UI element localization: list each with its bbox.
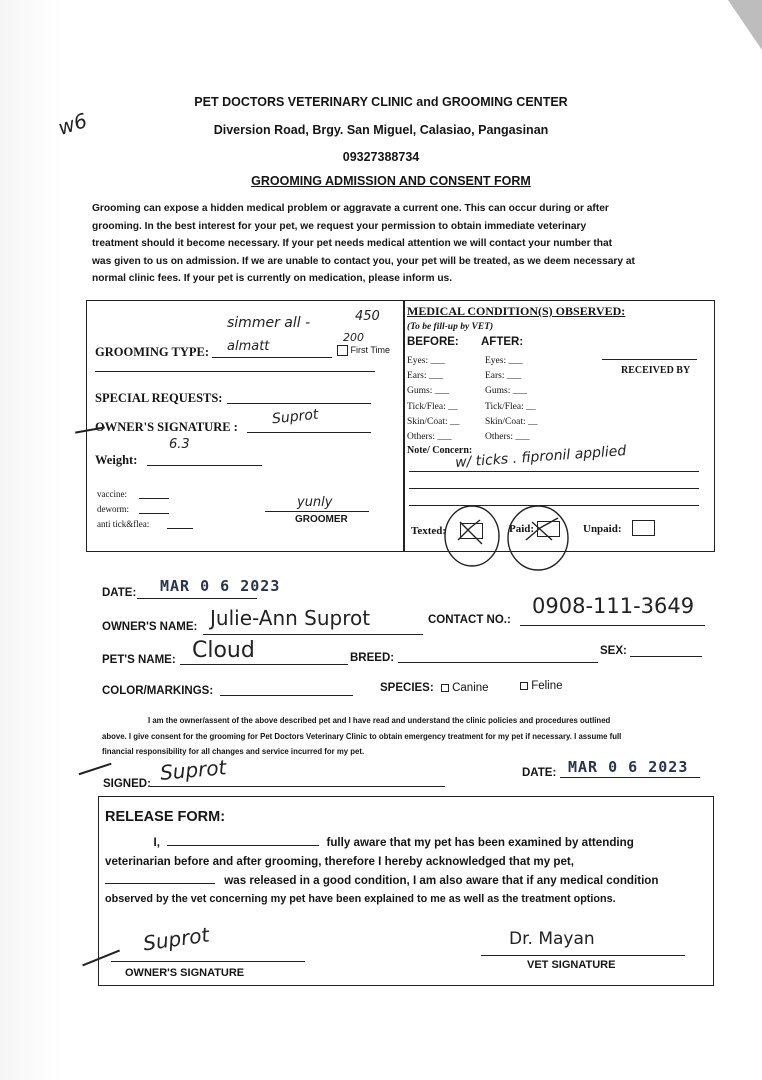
feline-label: Feline <box>531 680 563 692</box>
signed-date-label: DATE: <box>522 767 557 779</box>
unpaid-checkbox[interactable] <box>632 520 655 536</box>
note-value: w/ ticks . fipronil applied <box>454 443 627 471</box>
release-owner-signature: Suprot <box>141 922 211 956</box>
release-name-line <box>167 835 319 846</box>
contact-label: CONTACT NO.: <box>428 614 511 626</box>
contact-line <box>520 625 705 626</box>
paid-label: Paid: <box>509 523 535 535</box>
after-item: Tick/Flea: __ <box>485 401 536 412</box>
note-line-1 <box>409 471 699 472</box>
texted-check <box>458 520 482 544</box>
groomer-label: GROOMER <box>295 514 348 525</box>
before-item: Ears: ___ <box>407 371 444 382</box>
signed-date-stamp: MAR 0 6 2023 <box>568 758 689 776</box>
sex-label: SEX: <box>600 645 627 657</box>
handwritten-price-2: 200 <box>343 331 364 344</box>
folded-corner <box>728 0 762 50</box>
pet-name-label: PET'S NAME: <box>102 654 176 666</box>
before-list <box>407 354 460 445</box>
sex-line <box>630 656 702 657</box>
paid-circle <box>508 506 568 570</box>
intro-line: normal clinic fees. If your pet is currently on medication, please inform us. <box>92 273 453 285</box>
consent-paragraph <box>102 713 708 760</box>
groomer-name: yunly <box>297 495 333 510</box>
release-owner-line <box>111 961 305 962</box>
texted-circle <box>445 506 499 566</box>
date-stamp: MAR 0 6 2023 <box>160 577 281 595</box>
grooming-type-label: GROOMING TYPE: <box>95 345 210 359</box>
first-time-label: First Time <box>350 345 391 355</box>
consent-line: above. I give consent for the grooming for Pet Doctors Veterinary Clinic to obtain emergency treatment for my pet if necessary. I assume full <box>102 731 622 741</box>
after-item: Eyes: ___ <box>485 356 523 366</box>
received-by-line <box>602 359 697 360</box>
groomer-line <box>265 511 369 512</box>
first-time-option <box>337 345 390 356</box>
special-requests-label: SPECIAL REQUESTS: <box>95 391 223 405</box>
medical-title: MEDICAL CONDITION(S) OBSERVED: <box>407 304 626 318</box>
after-list <box>485 354 538 445</box>
canine-label: Canine <box>452 682 489 694</box>
feline-checkbox[interactable] <box>520 682 528 690</box>
first-time-checkbox[interactable] <box>337 345 348 356</box>
paid-check <box>526 518 558 540</box>
grooming-type-line <box>212 357 332 358</box>
vaccine-label: vaccine: <box>97 489 127 499</box>
texted-label: Texted: <box>411 525 447 537</box>
clinic-phone: 09327388734 <box>342 150 420 164</box>
owner-name-line <box>203 634 423 635</box>
species-group <box>380 682 489 694</box>
release-vet-signature: Dr. Mayan <box>509 929 595 949</box>
box-divider <box>403 301 405 551</box>
received-by-label: RECEIVED BY <box>621 365 691 376</box>
feline-option <box>520 680 563 692</box>
after-item: Ears: ___ <box>485 371 522 382</box>
signed-date-line <box>560 777 700 778</box>
signed-line <box>150 786 445 787</box>
clinic-name: PET DOCTORS VETERINARY CLINIC and GROOMING CENTER <box>194 95 568 109</box>
weight-label: Weight: <box>95 453 138 467</box>
note-label: Note/ Concern: <box>407 445 473 456</box>
date-label: DATE: <box>102 587 137 599</box>
species-label: SPECIES: <box>380 682 434 694</box>
before-item: Others: ___ <box>407 432 452 443</box>
before-item: Skin/Coat: __ <box>407 416 460 427</box>
weight-line <box>147 465 262 466</box>
before-item: Tick/Flea: __ <box>407 401 458 412</box>
breed-label: BREED: <box>350 652 395 664</box>
anti-tick-label: anti tick&flea: <box>97 519 150 529</box>
signed-signature: Suprot <box>159 755 228 785</box>
grooming-type-value: almatt <box>227 339 270 354</box>
release-vet-label: VET SIGNATURE <box>527 959 616 971</box>
pet-name-line <box>180 664 348 665</box>
before-label: BEFORE: <box>407 336 459 348</box>
owner-signature-label: OWNER'S SIGNATURE : <box>95 420 238 434</box>
anti-tick-line <box>167 528 193 529</box>
special-requests-line <box>227 403 371 404</box>
intro-line: grooming. In the best interest for your pet, we request your permission to obtain immediate veterinary <box>92 220 587 232</box>
form-title: GROOMING ADMISSION AND CONSENT FORM <box>251 174 531 188</box>
release-line-3 <box>105 871 705 890</box>
color-line <box>220 695 353 696</box>
owner-signature-line <box>247 432 371 433</box>
intro-line: Grooming can expose a hidden medical problem or aggravate a current one. This can occur during or after <box>92 203 609 214</box>
canine-checkbox[interactable] <box>441 684 449 692</box>
deworm-line <box>139 513 169 514</box>
consent-line: I am the owner/assent of the above described pet and I have read and understand the clinic policies and procedures outlined <box>148 716 611 725</box>
after-item: Skin/Coat: __ <box>485 416 538 427</box>
intro-line: treatment should it become necessary. If your pet needs medical attention we will contact your number that <box>92 238 613 250</box>
signed-label: SIGNED: <box>103 778 151 790</box>
release-line-4: observed by the vet concerning my pet have been explained to me as well as the treatment options. <box>105 893 616 905</box>
intro-line: was given to us on admission. If we are unable to contact you, your pet will be treated, as we deem necessary at <box>92 255 635 267</box>
owner-name-label: OWNER'S NAME: <box>102 621 198 633</box>
before-item: Eyes: ___ <box>407 356 445 366</box>
handwritten-grooming-note: simmer all - <box>227 315 311 331</box>
release-title: RELEASE FORM: <box>105 809 226 825</box>
unpaid-label: Unpaid: <box>583 523 622 535</box>
date-line <box>137 598 257 599</box>
deworm-label: deworm: <box>97 504 129 514</box>
grooming-type-line-2 <box>95 371 375 372</box>
clinic-address: Diversion Road, Brgy. San Miguel, Calasiao, Pangasinan <box>213 123 549 137</box>
breed-line <box>398 662 598 663</box>
release-pet-line <box>105 873 215 884</box>
note-line-2 <box>409 488 699 489</box>
owner-signature-value: Suprot <box>271 406 320 428</box>
weight-value: 6.3 <box>169 437 190 452</box>
release-vet-line <box>481 955 685 956</box>
after-item: Gums: ___ <box>485 386 527 397</box>
after-label: AFTER: <box>481 336 524 348</box>
owner-name-value: Julie-Ann Suprot <box>210 606 371 630</box>
release-line-1-text: fully aware that my pet has been examined by attending <box>326 836 634 849</box>
release-line-1 <box>105 833 705 852</box>
color-label: COLOR/MARKINGS: <box>102 685 214 697</box>
pet-name-value: Cloud <box>192 638 255 663</box>
grooming-box <box>86 300 715 552</box>
contact-value: 0908-111-3649 <box>532 594 695 618</box>
release-box <box>98 796 714 986</box>
medical-subtitle: (To be fill-up by VET) <box>407 322 494 332</box>
circle-marks <box>440 500 580 580</box>
handwritten-price-1: 450 <box>355 309 380 324</box>
annotation-top: w6 <box>55 108 91 140</box>
vaccine-line <box>139 498 169 499</box>
release-i: I, <box>153 836 160 849</box>
release-owner-label: OWNER'S SIGNATURE <box>125 967 245 979</box>
after-item: Others: ___ <box>485 432 530 443</box>
release-body <box>105 833 705 909</box>
release-line-2: veterinarian before and after grooming, therefore I hereby acknowledged that my pet, <box>105 855 575 868</box>
consent-line: financial responsibility for all changes and service incurred for my pet. <box>102 747 365 756</box>
before-item: Gums: ___ <box>407 386 449 397</box>
intro-paragraph <box>92 200 702 288</box>
release-line-3-text: was released in a good condition, I am also aware that if any medical condition <box>224 874 659 887</box>
